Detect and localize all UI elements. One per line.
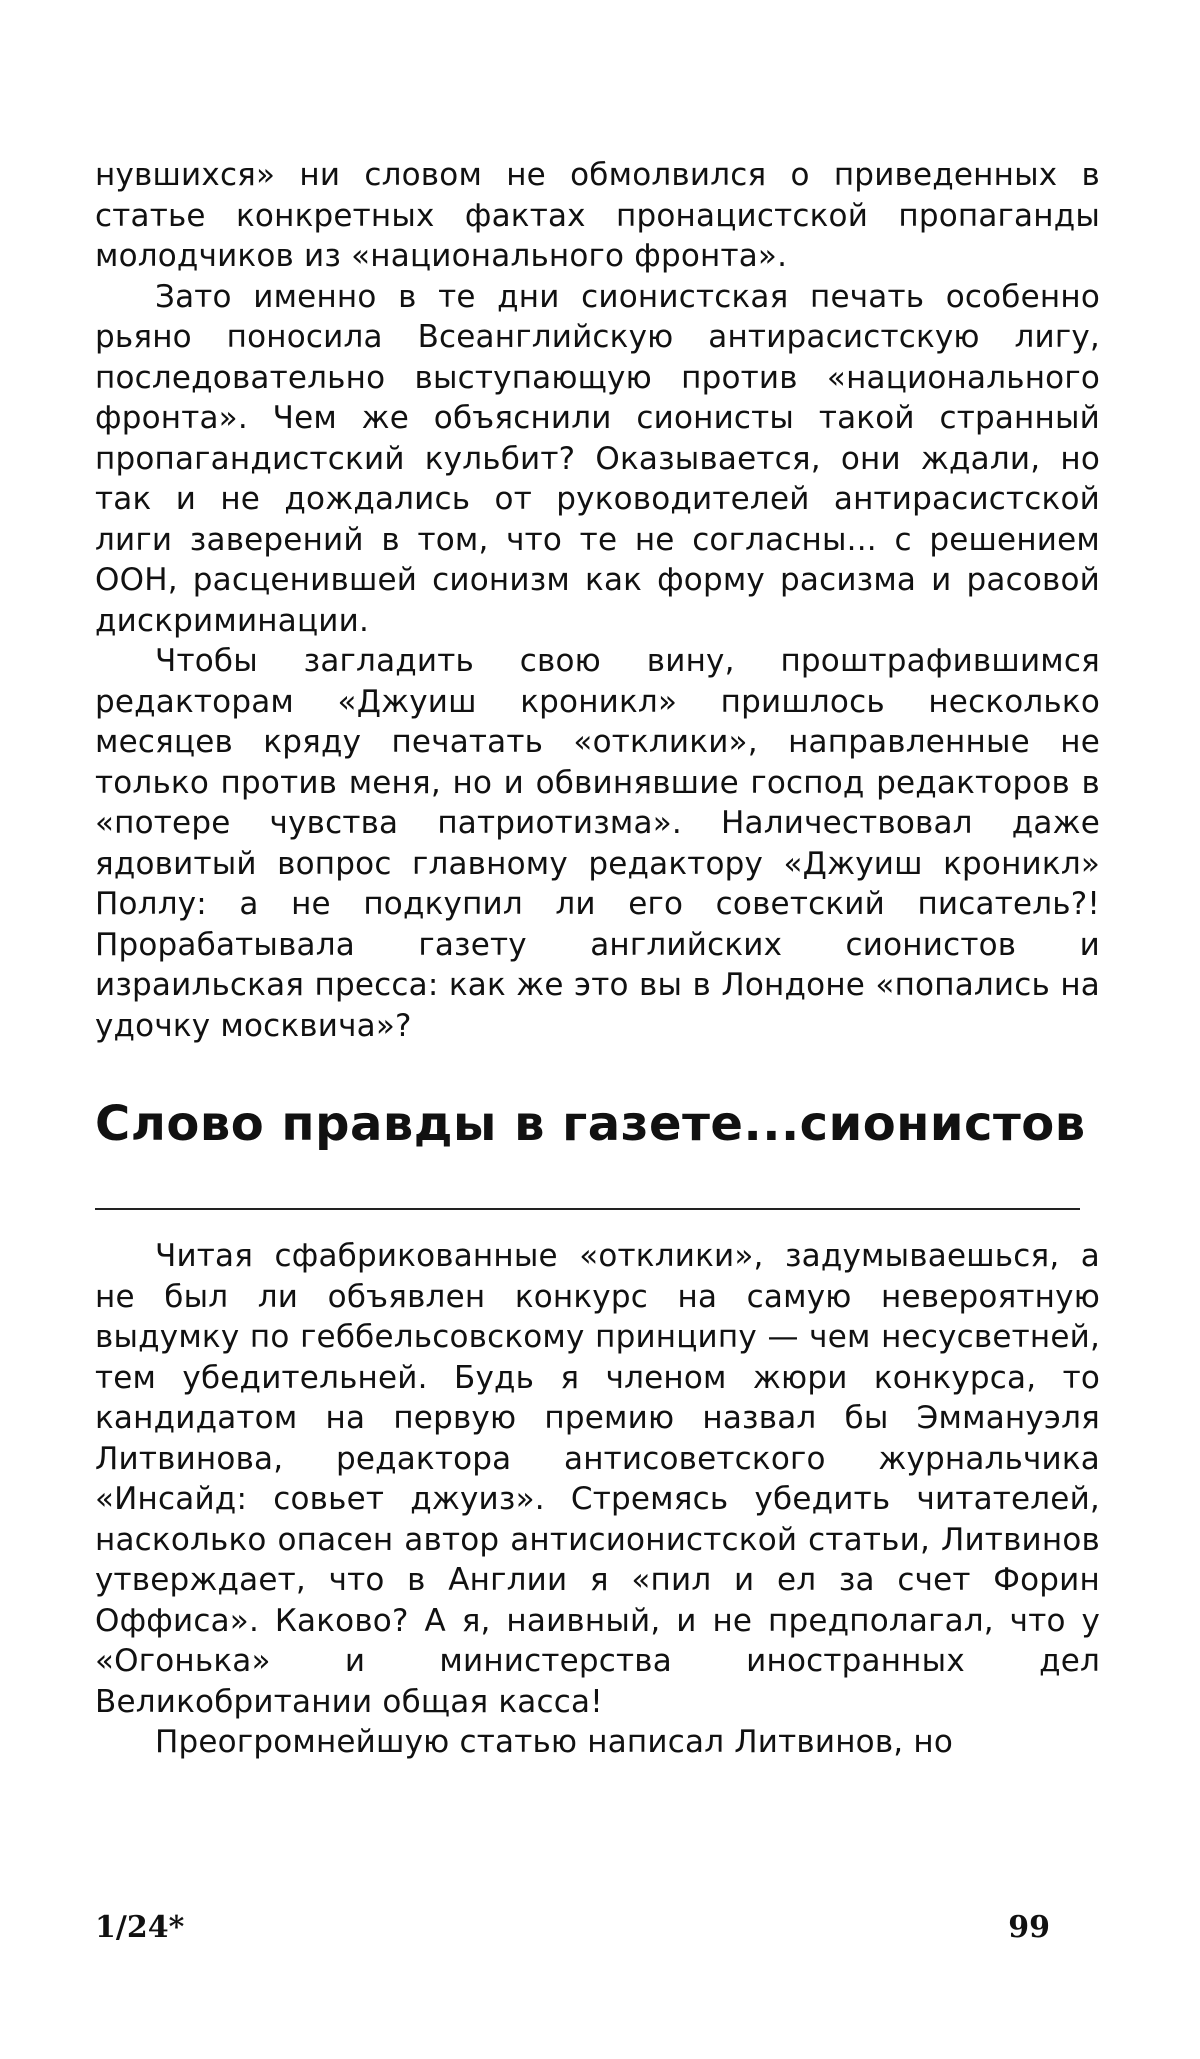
paragraph: Преогромнейшую статью написал Литвинов, но bbox=[155, 1724, 954, 1760]
paragraph: Читая сфабрикованные «отклики», задумываешься, а не был ли объявлен конкурс на самую невероятную выдумку по геббельсовскому принципу — чем несусветней, тем убедительней. Будь я членом жюри конкурса, то кандидатом на первую премию назвал бы Эммануэля Литвинова, редактора антисоветского журнальчика «Инсайд: совьет джуиз». Стремясь убедить читателей, насколько опасен автор антисионистской статьи, Литвинов утверждает, что в Англии я «пил и ел за счет Форин Оффиса». Каково? А я, наивный, и не предполагал, что у «Огонька» и министерства иностранных дел Великобритании общая касса! bbox=[95, 1238, 1100, 1720]
section-heading: Слово правды в газете...сионистов bbox=[95, 1096, 1086, 1152]
heading-divider bbox=[95, 1208, 1080, 1210]
paragraph: Чтобы загладить свою вину, проштрафившимся редакторам «Джуиш кроникл» пришлось несколько месяцев кряду печатать «отклики», направленные не только против меня, но и обвинявшие господ редакторов в «потере чувства патриотизма». Наличествовал даже ядовитый вопрос главному редактору «Джуиш кроникл» Поллу: а не подкупил ли его советский писатель?! Прорабатывала газету английских сионистов и израильская пресса: как же это вы в Лондоне «попались на удочку москвича»? bbox=[95, 643, 1100, 1044]
paragraph: нувшихся» ни словом не обмолвился о приведенных в статье конкретных фактах пронацистской пропаганды молодчиков из «национального фронта». bbox=[95, 157, 1100, 274]
paragraph: Зато именно в те дни сионистская печать особенно рьяно поносила Всеанглийскую антирасистскую лигу, последовательно выступающую против «национального фронта». Чем же объяснили сионисты такой странный пропагандистский кульбит? Оказывается, они ждали, но так и не дождались от руководителей антирасистской лиги заверений в том, что те не согласны... с решением ООН, расценившей сионизм как форму расизма и расовой дискриминации. bbox=[95, 278, 1100, 639]
page-body bbox=[95, 155, 1100, 1763]
page-number: 99 bbox=[1008, 1910, 1050, 1945]
printer-signature: 1/24* bbox=[95, 1910, 185, 1945]
